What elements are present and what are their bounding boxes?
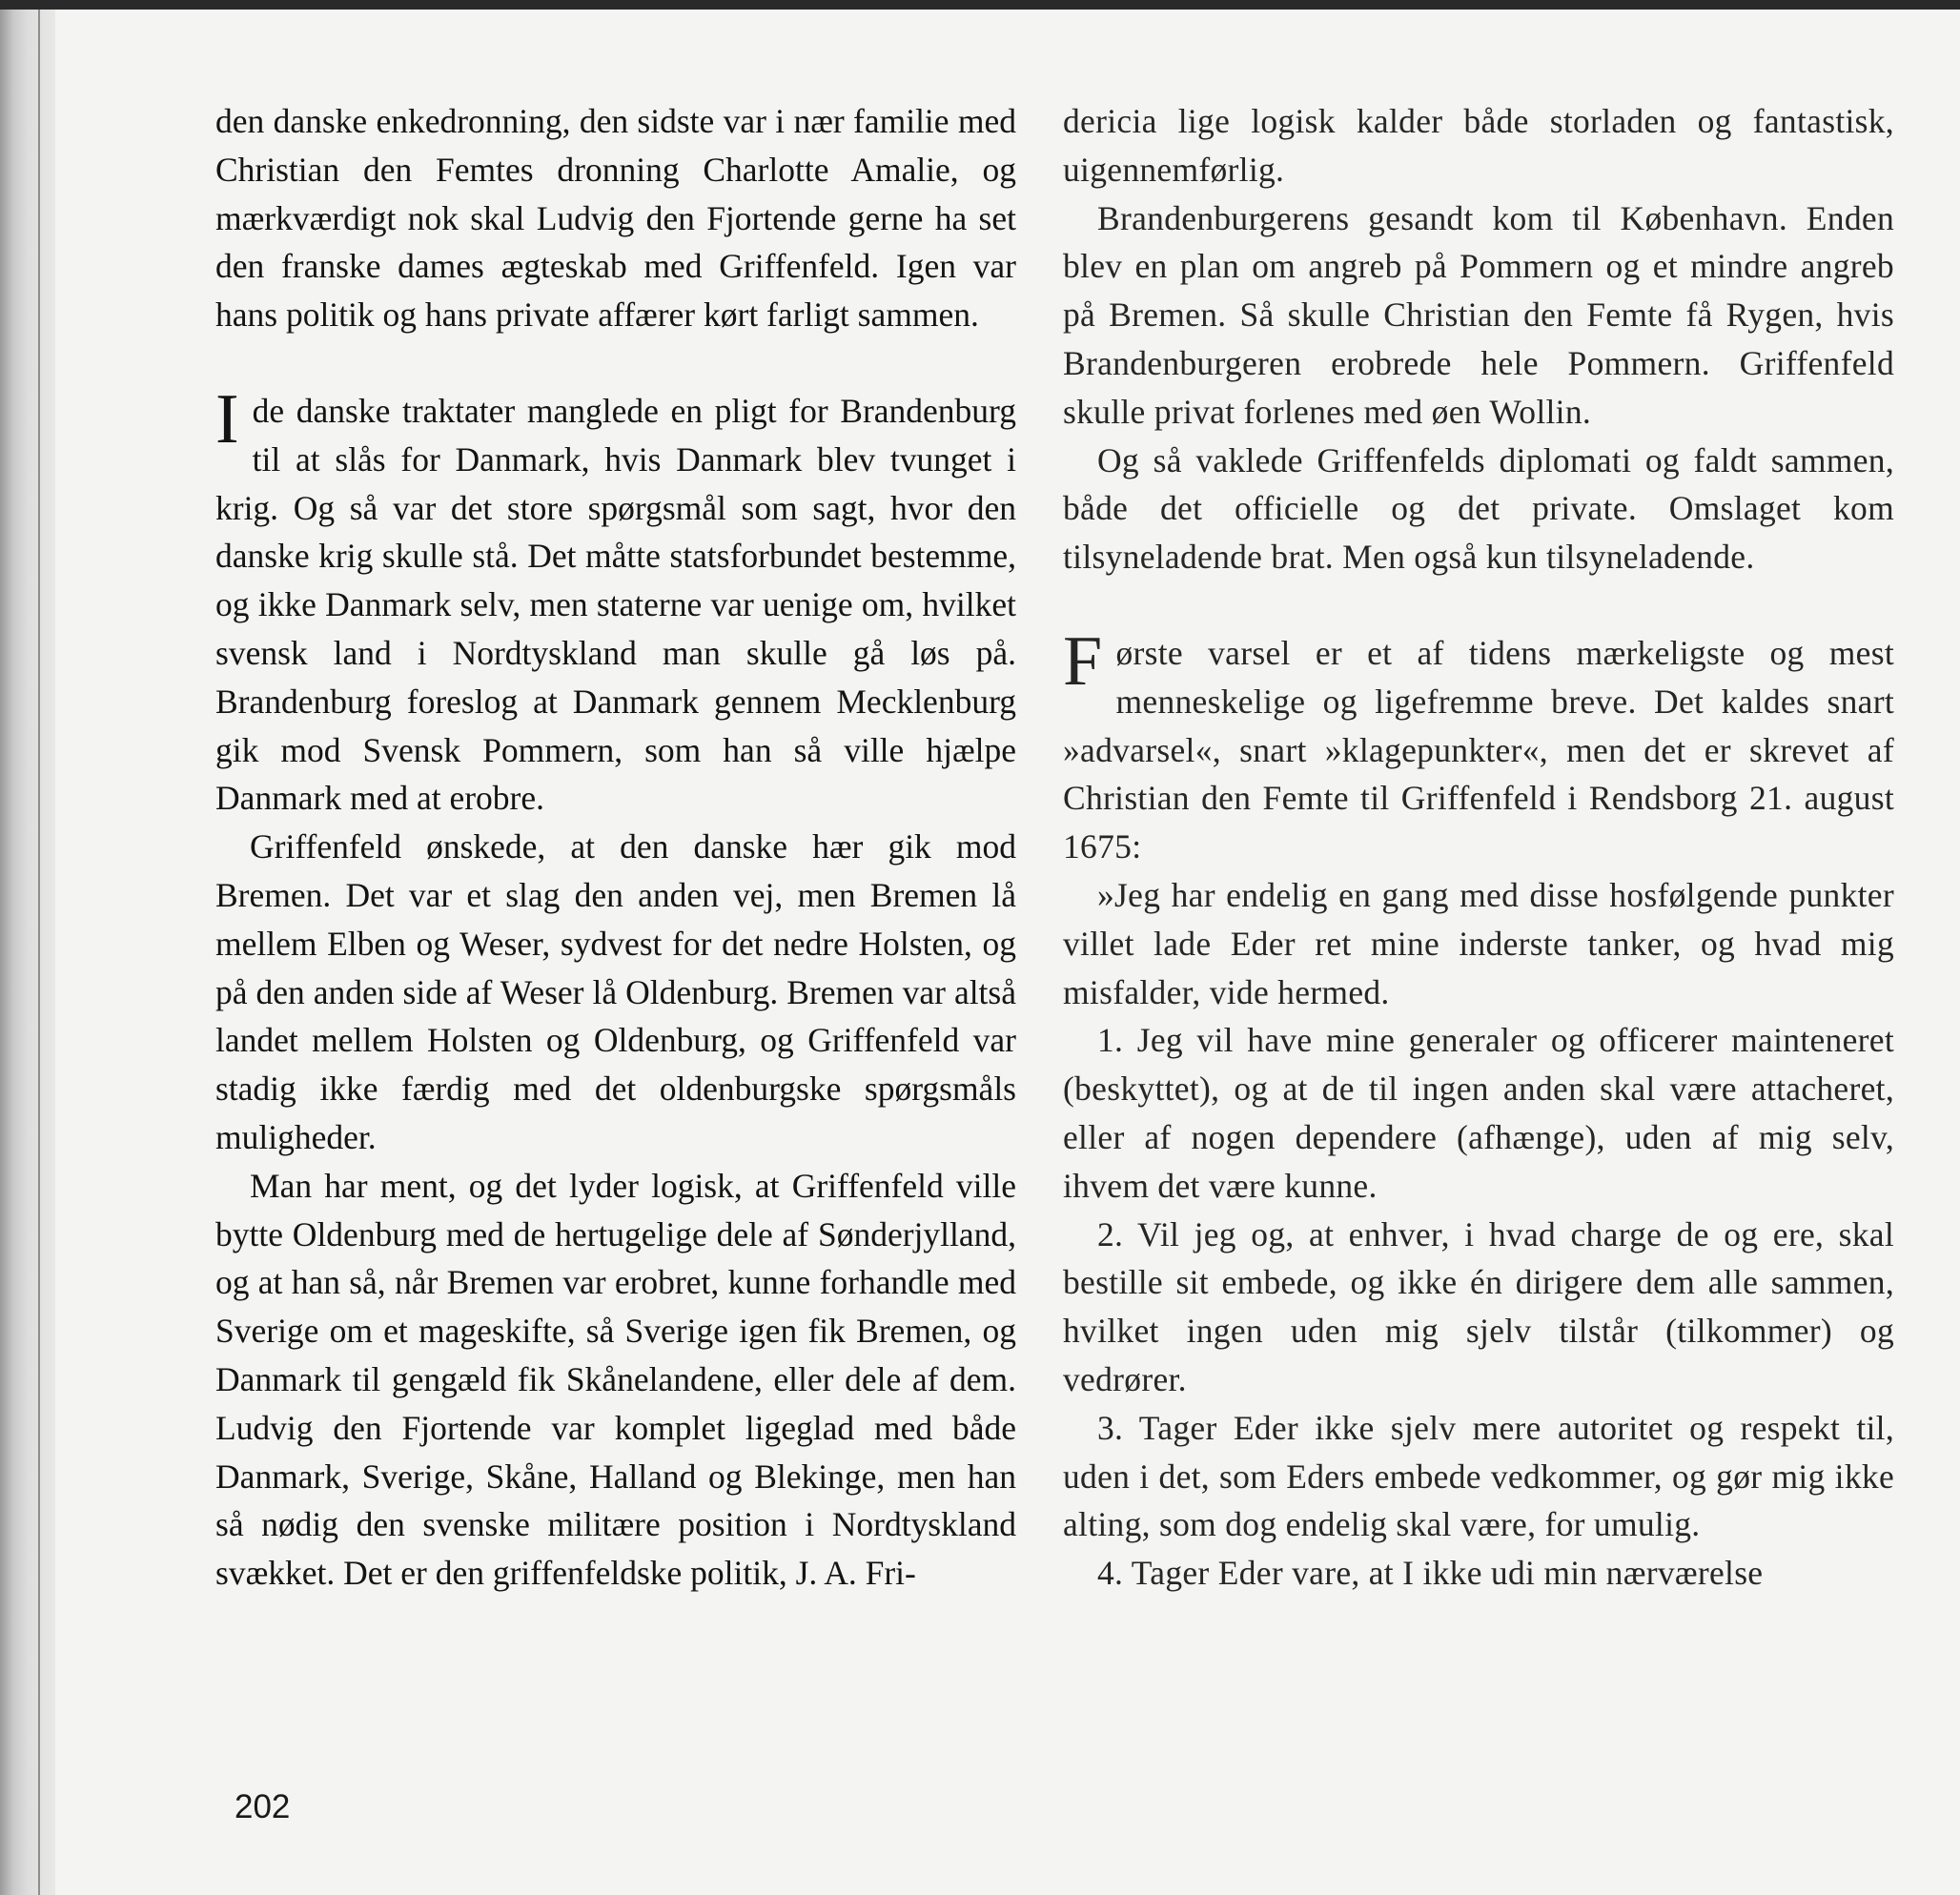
left-paragraph-3: Griffenfeld ønskede, at den danske hær gik mod Bremen. Det var et slag den anden vej, men Bremen lå mellem Elben og Weser, sydvest for det nedre Holsten, og på den anden side af Weser lå Oldenburg. Bremen var altså landet mellem Holsten og Oldenburg, og Griffenfeld var stadig ikke færdig med det oldenburgske spørgsmåls muligheder. — [215, 827, 1016, 1156]
left-paragraph-2-text: de danske traktater manglede en pligt for Brandenburg til at slås for Danmark, hvis Danmark blev tvunget i krig. Og så var det store spørgsmål som sagt, hvor den danske krig skulle stå. Det måtte statsforbundet bestemme, og ikke Danmark selv, men staterne var uenige om, hvilket svensk land i Nordtyskland man skulle gå løs på. Brandenburg foreslog at Danmark gennem Mecklenburg gik mod Svensk Pommern, som han så ville hjælpe Danmark med at erobre. — [215, 391, 1016, 818]
right-paragraph-9: 4. Tager Eder vare, at I ikke udi min nærværelse — [1097, 1554, 1764, 1593]
right-paragraph-7: 2. Vil jeg og, at enhver, i hvad charge de og ere, skal bestille sit embede, og ikke én dirigere dem alle sammen, hvilket ingen uden mig sjelv tilstår (tilkommer) og vedrører. — [1063, 1214, 1894, 1398]
book-spine — [0, 10, 55, 1895]
left-column — [215, 97, 1016, 1598]
right-paragraph-1: dericia lige logisk kalder både storladen og fantastisk, uigennemførlig. — [1063, 102, 1894, 189]
page-number: 202 — [235, 1788, 291, 1825]
left-paragraph-2 — [215, 379, 1016, 823]
spine-fold — [38, 10, 40, 1895]
right-paragraph-8: 3. Tager Eder ikke sjelv mere autoritet og respekt til, uden i det, som Eders embede vedkommer, og gør mig ikke alting, som dog endelig skal være, for umulig. — [1063, 1408, 1894, 1544]
book-page — [55, 10, 1960, 1895]
right-paragraph-4-text: ørste varsel er et af tidens mærkeligste og mest menneskelige og ligefremme breve. Det kaldes snart »advarsel«, snart »klagepunkter«, men det er skrevet af Christian den Femte til Griffenfeld i Rendsborg 21. august 1675: — [1063, 633, 1894, 866]
right-paragraph-6: 1. Jeg vil have mine generaler og officerer mainteneret (beskyttet), og at de til ingen anden skal være attacheret, eller af nogen dependere (afhænge), uden af mig selv, ihvem det være kunne. — [1063, 1021, 1894, 1205]
drop-cap-f: F — [1063, 621, 1103, 701]
right-column — [1063, 97, 1894, 1598]
top-edge — [0, 0, 1960, 10]
left-paragraph-4: Man har ment, og det lyder logisk, at Griffenfeld ville bytte Oldenburg med de hertugelige dele af Sønderjylland, og at han så, når Bremen var erobret, kunne forhandle med Sverige om et mageskifte, så Sverige igen fik Bremen, og Danmark til gengæld fik Skånelandene, eller dele af dem. Ludvig den Fjortende var komplet ligeglad med både Danmark, Sverige, Skåne, Halland og Blekinge, men han så nødig den svenske militære position i Nordtyskland svækket. Det er den griffenfeldske politik, J. A. Fri- — [215, 1166, 1016, 1593]
right-paragraph-2: Brandenburgerens gesandt kom til København. Enden blev en plan om angreb på Pommern og et mindre angreb på Bremen. Så skulle Christian den Femte få Rygen, hvis Brandenburgeren erobrede hele Pommern. Griffenfeld skulle privat forlenes med øen Wollin. — [1063, 198, 1894, 431]
right-paragraph-4 — [1063, 621, 1894, 871]
drop-cap-i: I — [215, 379, 239, 458]
right-paragraph-5: »Jeg har endelig en gang med disse hosfølgende punkter villet lade Eder ret mine inderste tanker, og hvad mig misfalder, vide hermed. — [1063, 875, 1894, 1011]
left-paragraph-1: den danske enkedronning, den sidste var i nær familie med Christian den Femtes dronning Charlotte Amalie, og mærkværdigt nok skal Ludvig den Fjortende gerne ha set den franske dames ægteskab med Griffenfeld. Igen var hans politik og hans private affærer kørt farligt sammen. — [215, 102, 1016, 335]
right-paragraph-3: Og så vaklede Griffenfelds diplomati og faldt sammen, både det officielle og det private. Omslaget kom tilsyneladende brat. Men også kun tilsyneladende. — [1063, 440, 1894, 577]
